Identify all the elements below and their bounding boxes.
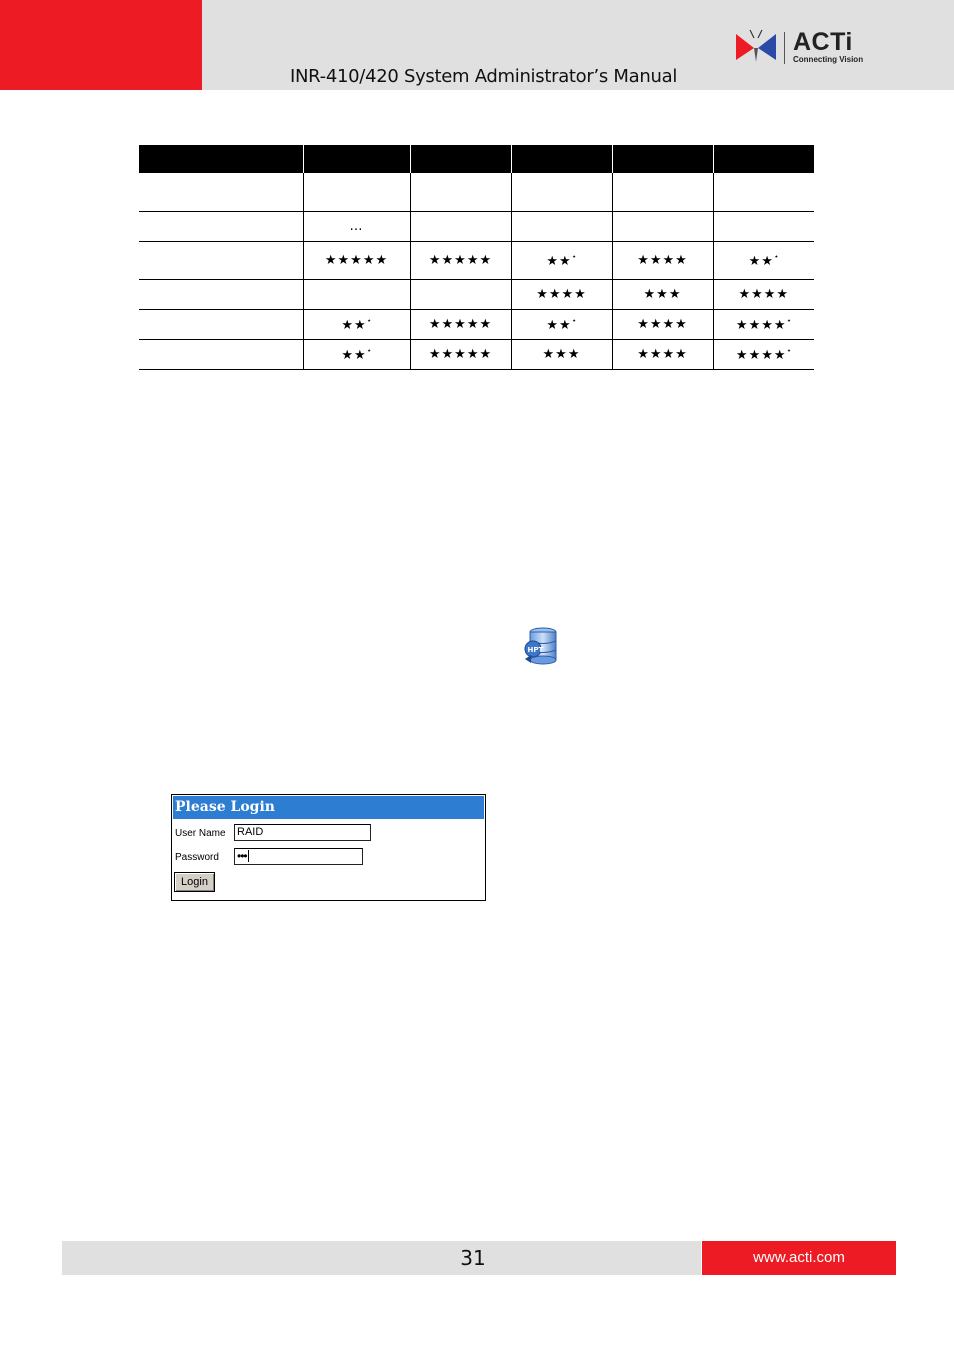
table-header-cell xyxy=(410,145,511,173)
rating-stars: ★★ xyxy=(341,347,367,363)
rating-cell xyxy=(713,309,814,339)
username-value: RAID xyxy=(237,826,264,838)
raid-level-rating-table xyxy=(139,145,814,370)
rating-cell xyxy=(511,241,612,279)
half-star-icon: ⋆ xyxy=(786,345,792,355)
rating-cell: ★★★★ xyxy=(713,279,814,309)
rating-stars: ★★★★ xyxy=(735,347,787,363)
table-row xyxy=(139,279,814,309)
rating-cell: ★★★★★ xyxy=(410,309,511,339)
half-star-icon: ⋆ xyxy=(366,345,372,355)
rating-cell xyxy=(303,173,410,211)
rating-cell: ★★★★★ xyxy=(303,241,410,279)
rating-stars: ★★★★ xyxy=(735,317,787,333)
rating-cell: ★★★★ xyxy=(511,279,612,309)
rating-cell: ★★★★ xyxy=(612,241,713,279)
username-input[interactable] xyxy=(234,824,371,841)
rating-cell: ★★★★★ xyxy=(410,339,511,369)
rating-cell xyxy=(713,339,814,369)
username-label: User Name xyxy=(175,828,226,839)
table-row xyxy=(139,309,814,339)
rating-cell: ★★★★ xyxy=(612,309,713,339)
half-star-icon: ⋆ xyxy=(571,315,577,325)
row-label-cell xyxy=(139,211,303,241)
table-header-row xyxy=(139,145,814,173)
rating-cell: … xyxy=(303,211,410,241)
rating-cell: ★★★★★ xyxy=(410,241,511,279)
logo-tagline: Connecting Vision xyxy=(793,55,864,64)
acti-logo xyxy=(732,28,872,68)
rating-cell xyxy=(410,173,511,211)
rating-cell xyxy=(410,279,511,309)
table-row xyxy=(139,173,814,211)
text-caret xyxy=(248,850,249,862)
rating-cell: ★★★ xyxy=(612,279,713,309)
page-number: 31 xyxy=(460,1246,486,1270)
table-header-cell xyxy=(612,145,713,173)
rating-cell xyxy=(713,241,814,279)
rating-cell xyxy=(303,339,410,369)
rating-cell xyxy=(713,211,814,241)
rating-cell xyxy=(410,211,511,241)
rating-stars: ★★ xyxy=(341,317,367,333)
rating-stars: ★★ xyxy=(748,253,774,269)
rating-cell xyxy=(713,173,814,211)
rating-cell xyxy=(511,211,612,241)
password-label: Password xyxy=(175,852,219,863)
half-star-icon: ⋆ xyxy=(773,251,779,261)
table-header-cell xyxy=(511,145,612,173)
table-row xyxy=(139,211,814,241)
login-title: Please Login xyxy=(173,796,484,819)
half-star-icon: ⋆ xyxy=(366,315,372,325)
rating-cell xyxy=(303,279,410,309)
rating-cell xyxy=(612,173,713,211)
login-dialog xyxy=(171,794,486,901)
half-star-icon: ⋆ xyxy=(786,315,792,325)
header-accent-block xyxy=(0,0,202,90)
table-header-cell xyxy=(713,145,814,173)
password-input[interactable] xyxy=(234,848,363,865)
table-row xyxy=(139,241,814,279)
rating-cell xyxy=(303,309,410,339)
row-label-cell xyxy=(139,309,303,339)
rating-cell: ★★★★ xyxy=(612,339,713,369)
password-value: ••• xyxy=(237,849,247,863)
login-button[interactable]: Login xyxy=(174,872,215,892)
table-header-cell xyxy=(139,145,303,173)
rating-stars: ★★ xyxy=(546,253,572,269)
row-label-cell xyxy=(139,339,303,369)
logo-separator xyxy=(784,32,785,64)
rating-cell xyxy=(612,211,713,241)
rating-cell xyxy=(511,173,612,211)
website-link[interactable]: www.acti.com xyxy=(702,1241,896,1275)
row-label-cell xyxy=(139,279,303,309)
rating-stars: ★★ xyxy=(546,317,572,333)
logo-brand: ACTi xyxy=(793,28,853,56)
half-star-icon: ⋆ xyxy=(571,251,577,261)
svg-text:HPT: HPT xyxy=(527,646,544,654)
row-label-cell xyxy=(139,241,303,279)
butterfly-logo-icon xyxy=(732,28,780,68)
document-title: INR-410/420 System Administrator’s Manual xyxy=(290,66,678,87)
row-label-cell xyxy=(139,173,303,211)
table-header-cell xyxy=(303,145,410,173)
raid-database-icon xyxy=(523,627,559,665)
table-row xyxy=(139,339,814,369)
rating-cell xyxy=(511,309,612,339)
rating-cell: ★★★ xyxy=(511,339,612,369)
